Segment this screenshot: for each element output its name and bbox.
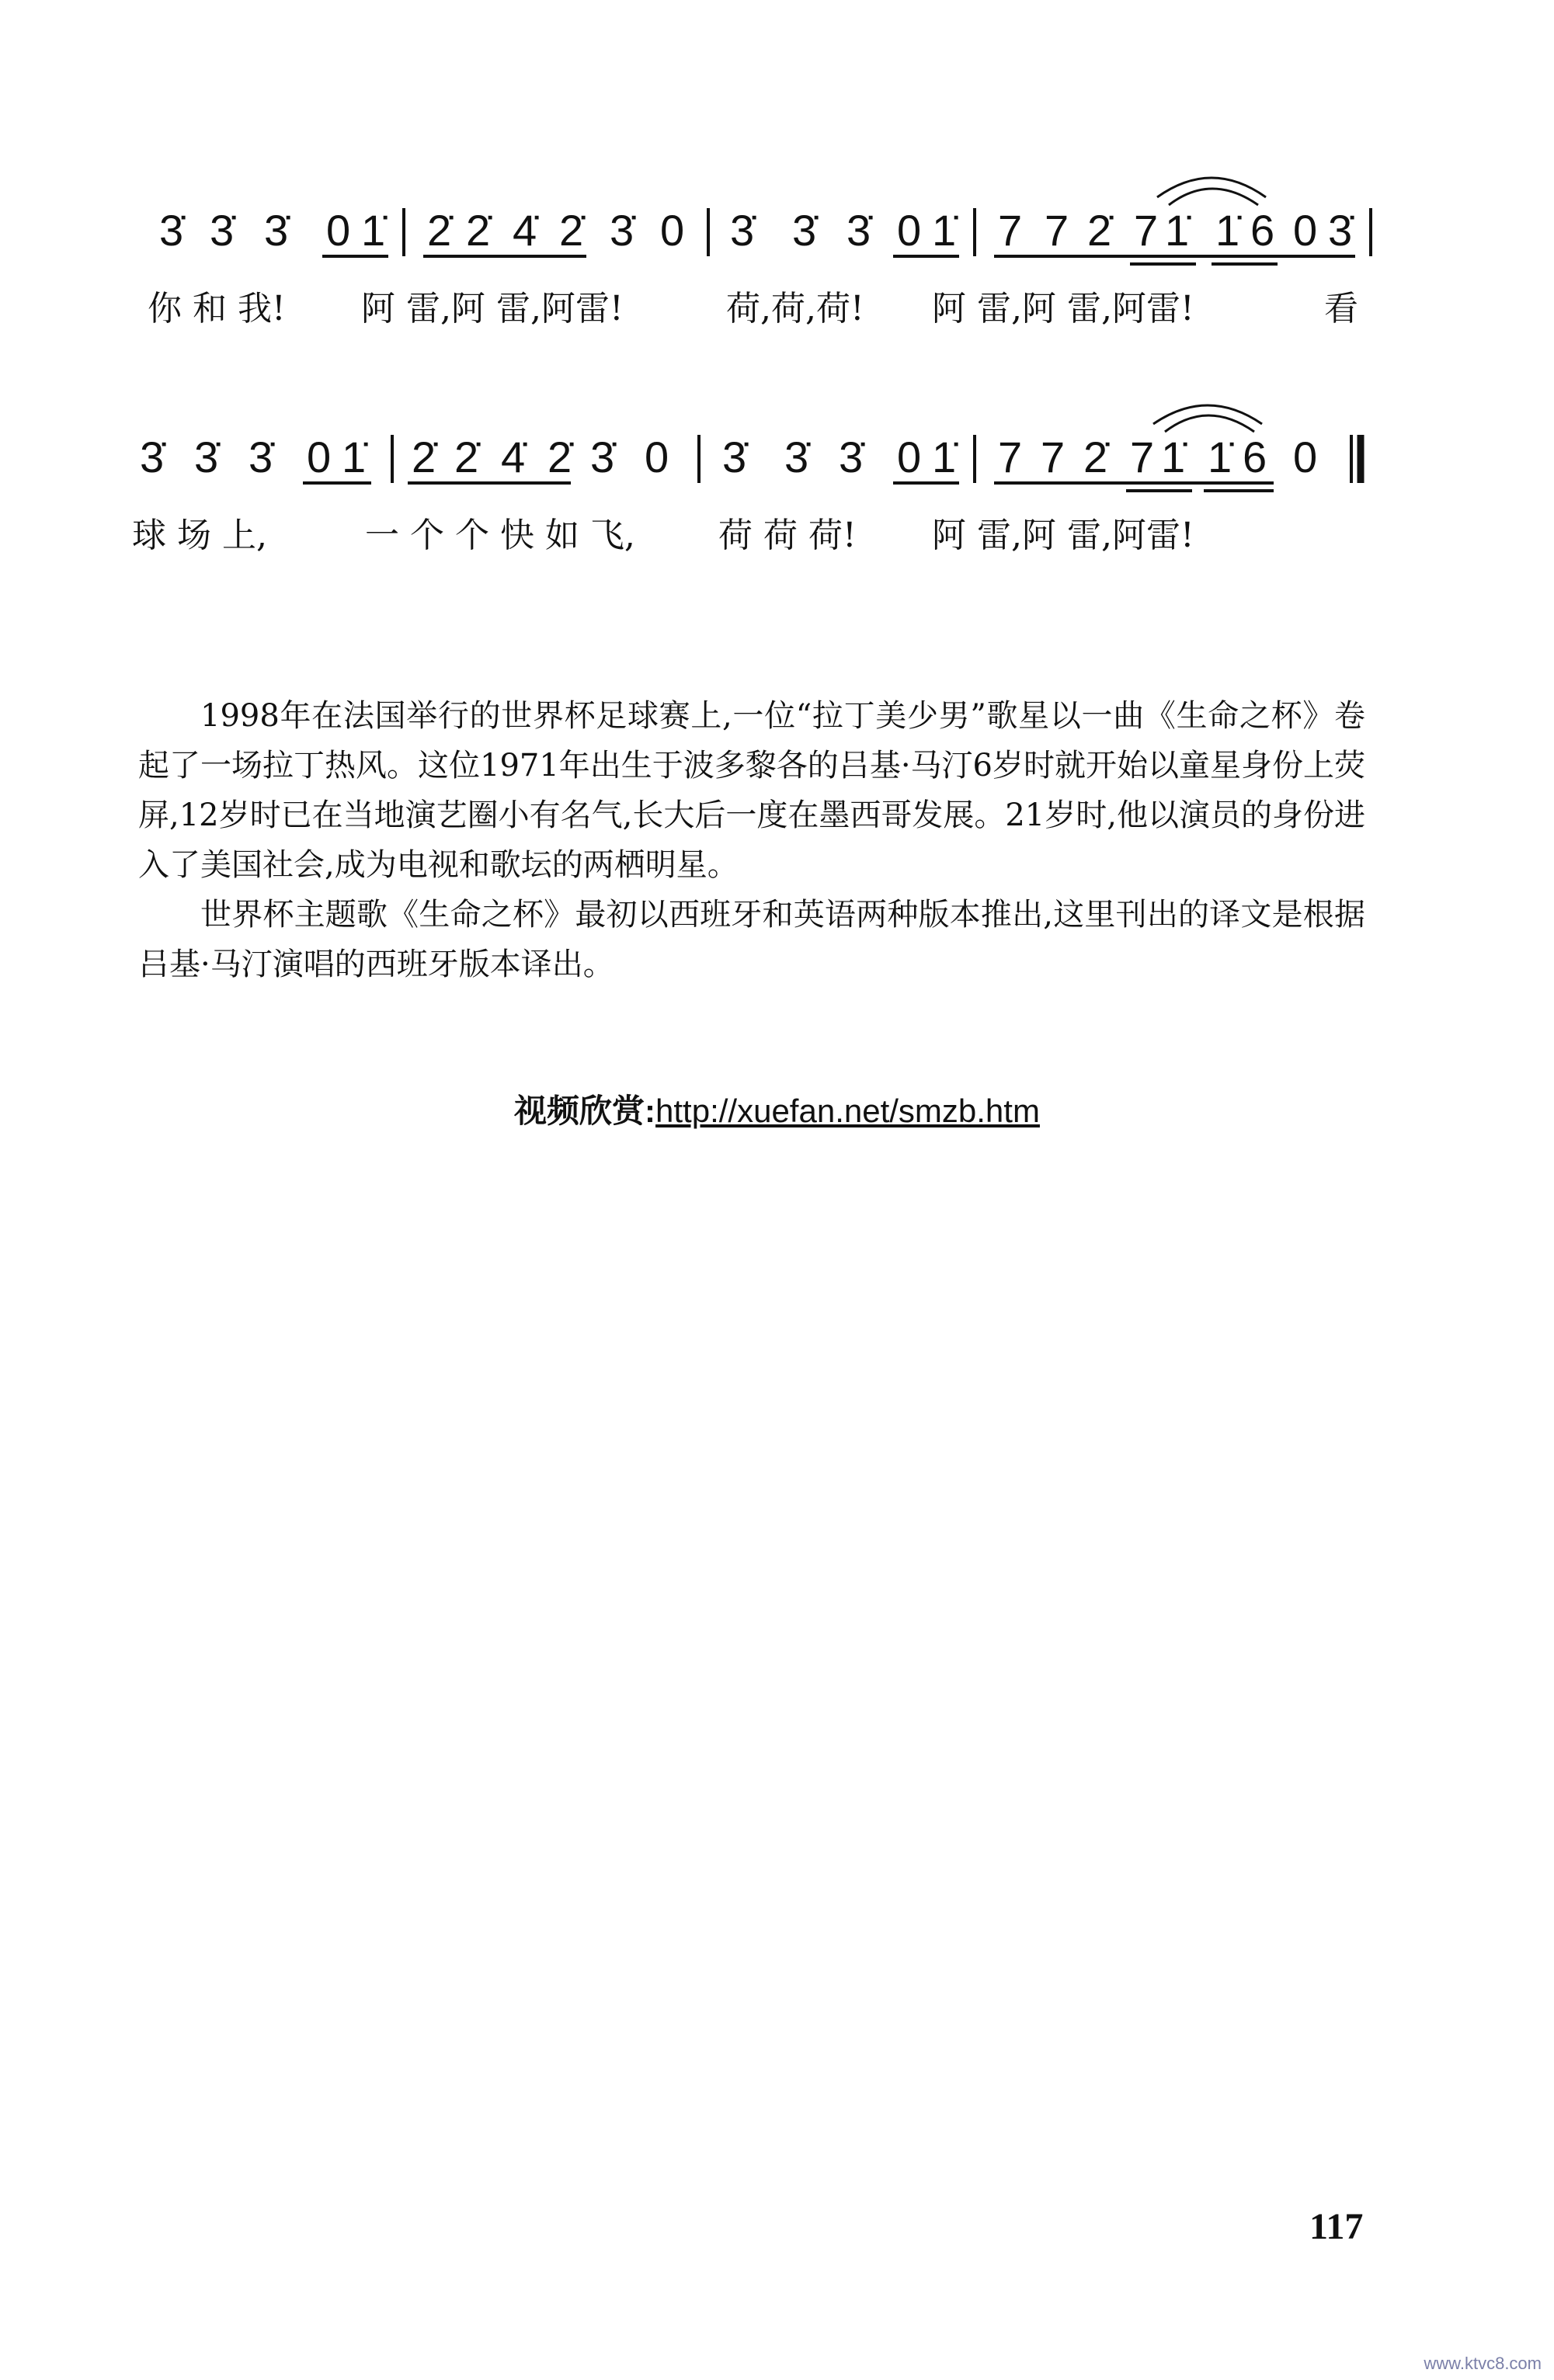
note: 1̇ [1161,433,1186,481]
measure-3 [722,433,958,481]
watermark: www.ktvc8.com [1424,2354,1542,2373]
note: 3̇ [784,433,809,481]
note: 3̇ [722,433,747,481]
lyrics-line-2 [132,516,1194,555]
measure-2 [427,206,684,255]
note: 7 [998,433,1023,481]
measure-2 [412,433,669,481]
paragraph: 1998年在法国举行的世界杯足球赛上,一位“拉丁美少男”歌星以一曲《生命之杯》卷起了一场拉丁热风。这位1971年出生于波多黎各的吕基·马汀6岁时就开始以童星身份上荧屏,12岁时已在当地演艺圈小有名气,长大后一度在墨西哥发展。21岁时,他以演员的身份进入了美国社会,成为电视和歌坛的两栖明星。 [138,698,1365,883]
note: 0 [897,433,922,481]
score-line-1 [159,178,1371,264]
page-number: 117 [1309,2206,1364,2247]
note: 2̇ [454,433,479,481]
lyric: 阿 雷,阿 雷,阿雷! [361,289,624,328]
lyric: 阿 雷,阿 雷,阿雷! [932,289,1194,328]
article-text [138,691,1365,989]
note: 2̇ [1083,433,1108,481]
score [0,0,1554,621]
score-svg [0,0,1554,621]
lyric: 你 和 我! [148,289,286,328]
measure-3 [730,206,958,255]
note: 4̇ [501,433,526,481]
note: 0 [645,433,669,481]
note: 1̇ [1215,206,1240,255]
note: 2̇ [412,433,436,481]
note: 3̇ [590,433,615,481]
note: 2̇ [466,206,491,255]
note: 3̇ [194,433,219,481]
note: 6 [1250,206,1275,255]
note: 2̇ [559,206,584,255]
lyric: 看 [1324,289,1358,328]
lyric: 一 个 个 快 如 飞, [365,516,635,555]
note: 0 [1293,206,1318,255]
note: 7 [1134,206,1159,255]
note: 1̇ [1165,206,1190,255]
lyrics-line-1 [148,289,1358,328]
note: 7 [1130,433,1155,481]
note: 3̇ [610,206,634,255]
note: 3̇ [249,433,273,481]
note: 6 [1243,433,1267,481]
note: 3̇ [1328,206,1353,255]
note: 2̇ [548,433,572,481]
video-url-link[interactable]: http://xuefan.net/smzb.htm [655,1093,1040,1129]
score-line-2 [140,405,1361,491]
note: 1̇ [932,206,957,255]
note: 3̇ [210,206,235,255]
paragraph: 世界杯主题歌《生命之杯》最初以西班牙和英语两种版本推出,这里刊出的译文是根据吕基·马汀演唱的西班牙版本译出。 [138,897,1365,982]
slur [1165,415,1254,432]
note: 0 [897,206,922,255]
note: 1̇ [361,206,386,255]
note: 7 [998,206,1023,255]
note: 3̇ [730,206,755,255]
note: 0 [1293,433,1318,481]
beams-1 [322,256,1355,264]
note: 0 [326,206,351,255]
measure-1 [159,206,388,255]
slur [1169,189,1258,205]
beams-2 [303,483,1274,491]
note: 0 [307,433,332,481]
note: 3̇ [140,433,165,481]
note: 3̇ [159,206,184,255]
lyric: 球 场 上, [132,516,267,555]
video-label: 视频欣赏: [514,1093,656,1129]
measure-4 [998,433,1317,481]
note: 1̇ [932,433,957,481]
note: 3̇ [264,206,289,255]
note: 3̇ [839,433,864,481]
video-link-line [0,1086,1554,1132]
note: 0 [660,206,685,255]
note: 7 [1045,206,1069,255]
note: 3̇ [847,206,871,255]
lyric: 荷 荷 荷! [718,516,857,555]
note: 1̇ [1208,433,1232,481]
note: 3̇ [792,206,817,255]
note: 2̇ [1087,206,1112,255]
lyric: 阿 雷,阿 雷,阿雷! [932,516,1194,555]
measure-1 [140,433,368,481]
lyric: 荷,荷,荷! [726,289,864,328]
note: 7 [1041,433,1066,481]
note: 2̇ [427,206,452,255]
note: 4̇ [513,206,537,255]
measure-4 [998,206,1354,255]
note: 1̇ [342,433,367,481]
